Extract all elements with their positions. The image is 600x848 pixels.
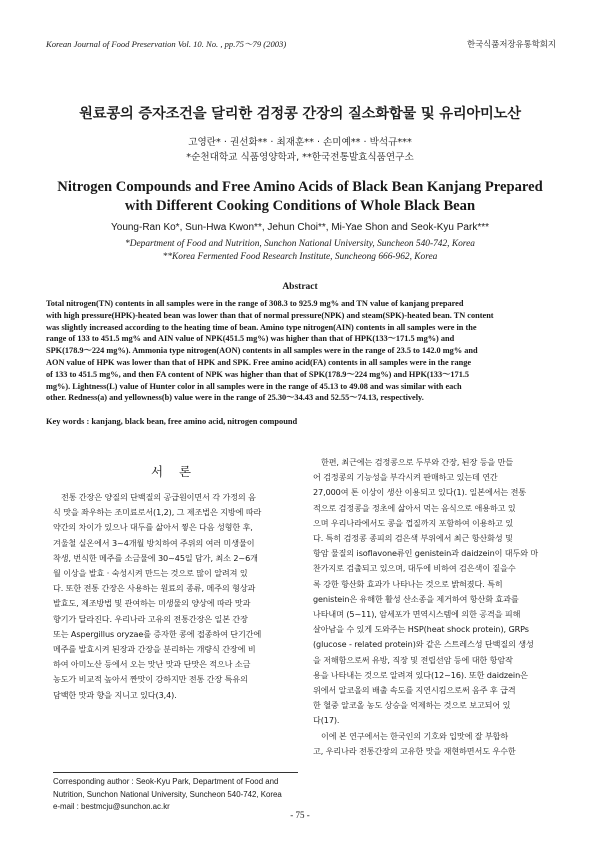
- footnote-line: Nutrition, Sunchon National University, Suncheon 540-742, Korea: [53, 789, 282, 799]
- body-line: 농도가 비교적 높아서 짠맛이 강하지만 전통 간장 특유의: [53, 674, 248, 685]
- body-line: 으며 우리나라에서도 콩을 껍질까지 포함하여 이용하고 있: [313, 517, 514, 528]
- body-line: 27,000여 톤 이상이 생산 이용되고 있다(1). 일본에서는 전통: [313, 487, 527, 498]
- page-number: - 75 -: [290, 810, 310, 820]
- journal-citation: Korean Journal of Food Preservation Vol. 10. No. , pp.75～79 (2003): [46, 39, 287, 49]
- abstract-line: mg%). Lightness(L) value of Hunter color in all samples were in the range of 45.13 to 49.08 and was similar with each: [46, 381, 462, 391]
- body-line: 담백한 맛과 향을 지니고 있다(3,4).: [53, 689, 177, 700]
- body-line: 항암 물질의 isoflavone류인 genistein과 daidzein이 대두와 마: [313, 548, 539, 559]
- body-line: 하여 아미노산 등에서 오는 맛난 맛과 단맛은 적으나 소금: [53, 659, 251, 670]
- authors-korean: 고영란* · 권선화** · 최재훈** · 손미예** · 박석규***: [188, 137, 412, 148]
- affiliation-line: **Korea Fermented Food Research Institute, Suncheong 666-962, Korea: [162, 252, 438, 262]
- abstract-line: SPK(178.9～224 mg%). Ammonia type nitrogen(AON) contents in all samples were in the range of 23.5 to 142.0 mg% and: [46, 346, 478, 356]
- body-line: 전통 간장은 양질의 단백질의 공급원이면서 각 가정의 음: [61, 492, 256, 502]
- affiliations-english: [0, 238, 600, 264]
- abstract-line: AON value of HPK was lower than that of HPK and SPK. Free amino acid(FA) contents in all samples were in the range: [46, 357, 472, 367]
- corresponding-author-footnote: [53, 776, 303, 814]
- body-line: 다. 특히 검정콩 종피의 검은색 부위에서 최근 항산화성 및: [313, 533, 513, 544]
- abstract-line: range of 133 to 451.5 mg% and AIN value of NPK(451.5 mg%) was higher than that of HPK(133～171.5 mg%) and: [46, 334, 455, 344]
- body-line: 또는 Aspergillus oryzae를 증자한 콩에 접종하여 단기간에: [53, 628, 262, 639]
- body-line: 찬가지로 검출되고 있으며, 대두에 비하여 검은색이 짙을수: [313, 563, 516, 574]
- title-english-line: with Different Cooking Conditions of Whole Black Bean: [124, 198, 476, 214]
- title-english-line: Nitrogen Compounds and Free Amino Acids of Black Bean Kanjang Prepared: [57, 179, 543, 195]
- body-line: genistein은 유해한 활성 산소종을 제거하여 항산화 효과를: [313, 593, 519, 604]
- body-line: 을 저해함으로써 유방, 직장 및 전립선암 등에 대한 항암작: [313, 654, 513, 665]
- body-line: 한 혈중 알코올 농도 상승을 억제하는 것으로 보고되어 있: [313, 700, 511, 711]
- body-line: 다(17).: [313, 715, 340, 726]
- body-line: 착생, 번식한 메주를 소금물에 30~45일 담가, 최소 2~6개: [53, 552, 258, 563]
- footnote-line: e-mail : bestmcju@sunchon.ac.kr: [53, 802, 170, 811]
- body-line: 적으로 검정콩을 정초에 삶아서 먹는 음식으로 애용하고 있: [313, 502, 516, 513]
- body-line: 겨울철 실온에서 3~4개월 방치하여 주위의 여러 미생물이: [53, 537, 255, 548]
- body-line: 식 맛을 좌우하는 조미료로서(1,2), 그 제조법은 지방에 따라: [53, 507, 262, 518]
- body-line: 록 강한 항산화 효과가 나타나는 것으로 밝혀졌다. 특히: [313, 578, 503, 589]
- body-line: 나타내며 (5~11), 암세포가 면역시스템에 의한 공격을 피해: [313, 609, 521, 620]
- section-title-introduction: 서 론: [150, 464, 198, 479]
- title-english: [0, 178, 600, 216]
- body-line: 이에 본 연구에서는 한국인의 기호와 입맛에 잘 부합하: [321, 730, 509, 741]
- abstract-line: of 133 to 451.5 mg%, and then FA content of NPK was higher than that of SPK(178.9～224 mg%) and HPK(133～171.5: [46, 369, 470, 379]
- abstract-line: was slightly increased according to the heating time of bean. Amino type nitrogen(AIN) contents in all samples were in the: [46, 322, 477, 332]
- body-line: 향기가 달라진다. 우리나라 고유의 전통간장은 일본 간장: [53, 613, 248, 624]
- body-line: 약간의 차이가 있으나 대두를 삶아서 찧은 다음 성형한 후,: [53, 522, 253, 533]
- title-korean: 원료콩의 증자조건을 달리한 검정콩 간장의 질소화합물 및 유리아미노산: [79, 106, 521, 122]
- body-line: 어 검정콩의 기능성을 부각시켜 판매하고 있는데 연간: [313, 472, 498, 483]
- body-line: 고, 우리나라 전통간장의 고유한 맛을 재현하면서도 우수한: [313, 745, 516, 756]
- keywords: Key words : kanjang, black bean, free amino acid, nitrogen compound: [46, 417, 298, 426]
- body-line: 월 이상을 발효 · 숙성시켜 만드는 것으로 많이 알려져 있: [53, 568, 248, 579]
- abstract-heading: Abstract: [282, 282, 318, 292]
- journal-name-korean: 한국식품저장유통학회지: [467, 39, 556, 49]
- left-column: [53, 490, 297, 703]
- abstract-body: [46, 298, 558, 404]
- abstract-line: with high pressure(HPK)-heated bean was lower than that of normal pressure(NPK) and steam(SPK)-heated bean. TN content: [46, 310, 494, 320]
- affiliations-korean: *순천대학교 식품영양학과, **한국전통발효식품연구소: [186, 152, 414, 163]
- body-line: 한편, 최근에는 검정콩으로 두부와 간장, 된장 등을 만들: [321, 457, 514, 467]
- body-line: (glucose - related protein)와 같은 스트레스성 단백질의 생성: [313, 639, 534, 650]
- body-line: 발효도, 제조방법 및 관여하는 미생물의 양상에 따라 맛과: [53, 598, 251, 609]
- footnote-divider: [53, 772, 298, 773]
- right-column: [313, 455, 559, 759]
- body-line: 다. 또한 전통 간장은 사용하는 원료의 종류, 메주의 형상과: [53, 583, 256, 594]
- body-line: 살아남을 수 있게 도와주는 HSP(heat shock protein), GRPs: [313, 624, 529, 635]
- body-line: 위에서 알코올의 배출 속도를 지연시킴으로써 음주 후 급격: [313, 685, 516, 696]
- abstract-line: Total nitrogen(TN) contents in all samples were in the range of 308.3 to 925.9 mg% and TN value of kanjang prepared: [46, 299, 464, 308]
- affiliation-line: *Department of Food and Nutrition, Sunchon National University, Suncheon 540-742, Korea: [125, 239, 475, 249]
- body-line: 용을 나타내는 것으로 알려져 있다(12~16). 또한 daidzein은: [313, 669, 528, 680]
- abstract-line: other. Redness(a) and yellowness(b) value were in the range of 25.30～34.43 and 52.55～74.13, respectively.: [46, 393, 424, 403]
- footnote-line: Corresponding author : Seok-Kyu Park, Department of Food and: [53, 777, 279, 786]
- body-line: 메주를 발효시켜 된장과 간장을 분리하는 개량식 간장에 비: [53, 644, 256, 655]
- authors-english: Young-Ran Ko*, Sun-Hwa Kwon**, Jehun Choi**, Mi-Yae Shon and Seok-Kyu Park***: [111, 222, 489, 233]
